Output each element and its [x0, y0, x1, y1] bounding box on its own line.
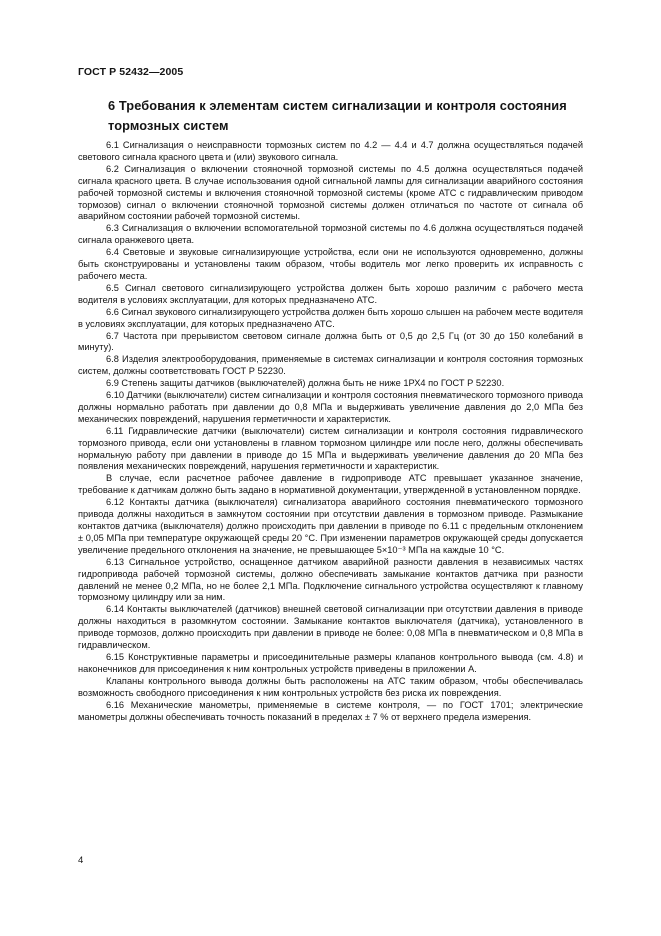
paragraph-6-13: 6.13 Сигнальное устройство, оснащенное датчиком аварийной разности давления в независимых частях гидропривода рабочей тормозной системы, должно обеспечивать замыкание контактов датчика при разности давлений не менее 0,2 МПа, но не более 2,1 МПа. Подключение сигнального устройства осуществляют к главному тормозному цилиндру или за ним.: [78, 556, 583, 603]
paragraph-6-7: 6.7 Частота при прерывистом световом сигнале должна быть от 0,5 до 2,5 Гц (от 30 до 150 колебаний в минуту).: [78, 330, 583, 353]
paragraph-6-12: 6.12 Контакты датчика (выключателя) сигнализатора аварийного состояния пневматического тормозного привода должны находиться в замкнутом состоянии при отсутствии давления в тормозном приводе. Размыкание контактов датчика (выключателя) должно происходить при давлении в приводе по 6.11 с предельным отклонением ± 0,05 МПа при температуре окружающей среды 20 °С. При изменении параметров окружающей среды допускается увеличение предельного отклонения на значение, не превышающее 5×10⁻³ МПа на каждые 10 °С.: [78, 497, 583, 555]
paragraph-6-14: 6.14 Контакты выключателей (датчиков) внешней световой сигнализации при отсутствии давления в приводе должны находиться в разомкнутом состоянии. Замыкание контактов выключателя (датчика), установленного в приводе тормозов, должно происходить при давлении в приводе не более: 0,08 МПа в пневматическом и 0,8 МПа в гидравлическом.: [78, 604, 583, 651]
page-number: 4: [78, 855, 84, 866]
body-text: [78, 140, 583, 723]
document-header: ГОСТ Р 52432—2005: [78, 66, 184, 78]
paragraph-6-16: 6.16 Механические манометры, применяемые в системе контроля, — по ГОСТ 1701; электрические манометры должны обеспечивать точность показаний в пределах ± 7 % от верхнего предела измерения.: [78, 699, 583, 722]
paragraph-6-15: 6.15 Конструктивные параметры и присоединительные размеры клапанов контрольного вывода (см. 4.8) и наконечников для присоединения к ним контрольных устройств приведены в приложении А.: [78, 651, 583, 674]
paragraph-6-3: 6.3 Сигнализация о включении вспомогательной тормозной системы по 4.6 должна осуществляться подачей сигнала оранжевого цвета.: [78, 223, 583, 246]
paragraph-6-11-note: В случае, если расчетное рабочее давление в гидроприводе АТС превышает указанное значение, требование к датчикам должно быть задано в нормативной документации, утвержденной в установленном порядке.: [78, 473, 583, 496]
paragraph-6-2: 6.2 Сигнализация о включении стояночной тормозной системы по 4.5 должна осуществляться подачей сигнала красного цвета. В случае использования одной сигнальной лампы для сигнализации аварийного состояния рабочей тормозной системы и включения стояночной тормозной системы (кроме АТС с гидравлическим приводом тормозов) сигнал о включении стояночной тормозной системы должен отличаться по частоте от сигнала об аварийном состоянии рабочей тормозной системы.: [78, 163, 583, 222]
paragraph-6-4: 6.4 Световые и звуковые сигнализирующие устройства, если они не используются одновременно, должны быть сконструированы и установлены таким образом, чтобы водитель мог легко проверить их исправность с рабочего места.: [78, 247, 583, 281]
paragraph-6-1: 6.1 Сигнализация о неисправности тормозных систем по 4.2 — 4.4 и 4.7 должна осуществляться подачей светового сигнала красного цвета и (или) звукового сигнала.: [78, 140, 583, 162]
paragraph-6-9: 6.9 Степень защиты датчиков (выключателей) должна быть не ниже 1РХ4 по ГОСТ Р 52230.: [106, 378, 505, 389]
paragraph-6-11: 6.11 Гидравлические датчики (выключатели) систем сигнализации и контроля состояния гидравлического тормозного привода, если они установлены в главном тормозном цилиндре или после него, должны обеспечивать нормальную работу при давлении в приводе до 15 МПа и выдерживать увеличение давления до 20 МПа без появления механических повреждений, нарушения герметичности и характеристик.: [78, 425, 583, 472]
paragraph-6-5: 6.5 Сигнал светового сигнализирующего устройства должен быть хорошо различим с рабочего места водителя в условиях эксплуатации, для которых предназначено АТС.: [78, 282, 583, 305]
paragraph-6-8: 6.8 Изделия электрооборудования, применяемые в системах сигнализации и контроля состояния тормозных систем, должны соответствовать ГОСТ Р 52230.: [78, 354, 583, 377]
paragraph-6-15-note: Клапаны контрольного вывода должны быть расположены на АТС таким образом, чтобы обеспечивалась возможность свободного присоединения к ним контрольных устройств без риска их повреждения.: [78, 675, 583, 698]
section-title: 6 Требования к элементам систем сигнализации и контроля состояния тормозных систем: [108, 98, 567, 133]
paragraph-6-10: 6.10 Датчики (выключатели) систем сигнализации и контроля состояния пневматического тормозного привода должны нормально работать при давлении до 0,8 МПа и выдерживать увеличение давления до 2,0 МПа без механических повреждений, нарушения герметичности и характеристик.: [78, 390, 583, 424]
paragraph-6-6: 6.6 Сигнал звукового сигнализирующего устройства должен быть хорошо слышен на рабочем месте водителя в условиях эксплуатации, для которых предназначено АТС.: [78, 306, 583, 329]
